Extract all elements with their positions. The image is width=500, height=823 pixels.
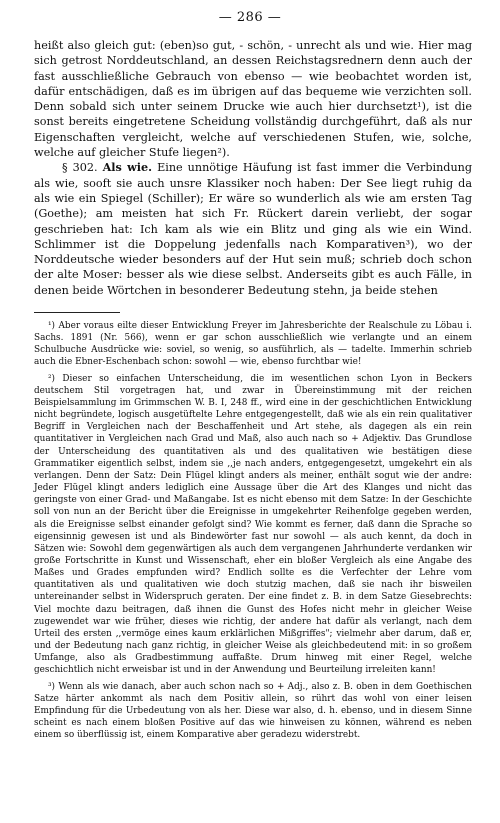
- page-number: — 286 —: [218, 10, 282, 25]
- section-heading: Als wie.: [102, 160, 153, 175]
- main-text: [34, 38, 472, 298]
- footnote-2: ²) Dieser so einfachen Unterscheidung, die im wesentlichen schon Lyon in Beckers deutschem Stil vorgetragen hat, und zwar in Übereinstimmung mit der reichen Beispielsammlung im Grimmschen W. B. I, 248 ff., wird eine in der geschichtlichen Entwicklung nicht begründete, logisch ausgetüftelte Lehre entgegengestellt, daß wie als ein rein qualitativer Begriff in Vergleichen nach der Beschaffenheit und Art stehe, als dagegen als ein rein quantitativer in Vergleichen nach Grad und Maß, also auch nach so + Adjektiv. Das Grundlose der Unterscheidung des quantitativen als und des qualitativen wie bestätigen diese Grammatiker eigentlich selbst, indem sie ,,je nach anders, entgegengesetzt, umgekehrt ein als verlangen. Denn der Satz: Dein Flügel klingt anders als meiner, enthält sogut wie der andre: Jeder Flügel klingt anders lediglich eine Aussage über die Art des Klanges und nicht das geringste von einer Grad- und Maßangabe. Ist es nicht ebenso mit dem Satze: In der Geschichte soll von nun an der Bericht über die Ereignisse in umgekehrter Reihenfolge gegeben werden, als die Ereignisse selbst einander gefolgt sind? Wie kommt es ferner, daß dann die Sprache so eigensinnig gewesen ist und als Bindewörter fast nur sowohl — als auch kennt, da doch in Sätzen wie: Sowohl dem gegenwärtigen als auch dem vergangenen Jahrhunderte verdanken wir große Fortschritte in Kunst und Wissenschaft, eher ein bloßer Vergleich als eine Angabe des Maßes und Grades empfunden wird? Endlich sollte es die Verfechter der Lehre vom quantitativen als und qualitativen wie doch stutzig machen, daß sie nach ihr bisweilen untereinander selbst in Widerspruch geraten. Der eine findet z. B. in dem Satze Giesebrechts: Viel mochte dazu beitragen, daß ihnen die Gunst des Hofes nicht mehr in gleicher Weise zugewendet war wie früher, dieses wie richtig, der andere hat dafür als verlangt, nach dem Urteil des ersten ,,vermöge eines kaum erklärlichen Mißgriffes"; vielmehr aber darum, daß er, und der Bedeutung nach ganz richtig, in gleicher Weise als gleichbedeutend mit: in so großem Umfange, also als Gradbestimmung auffaßte. Drum hinweg mit einer Regel, welche geschichtlich nicht erweisbar ist und in der Anwendung und Beurteilung irreleiten kann!: [34, 373, 472, 676]
- section-number: § 302.: [62, 161, 98, 175]
- paragraph-2-text: Eine unnötige Häufung ist fast immer die Verbindung als wie, sooft sie auch unsre Klassiker noch haben: Der See liegt ruhig da als wie ein Spiegel (Schiller); Er wäre so wunderlich als wie am ersten Tag (Goethe); am meisten hat sich Fr. Rückert darein verliebt, der sogar geschrieben hat: Ich kam als wie ein Blitz und ging als wie ein Wind. Schlimmer ist die Doppelung jedenfalls nach Komparativen³), wo der Norddeutsche wieder besonders auf der Hut sein muß; schrieb doch schon der alte Moser: besser als wie diese selbst. Anderseits gibt es auch Fälle, in denen beide Wörtchen in besonderer Bedeutung stehn, ja beide stehen: [34, 161, 473, 297]
- paragraph-1: heißt also gleich gut: (eben)so gut, - schön, - unrecht als und wie. Hier mag sich getrost Norddeutschland, an dessen Reichstagsrednern denn auch der fast ausschließliche Gebrauch von ebenso — wie beobachtet worden ist, dafür entschädigen, daß es im übrigen auf das bequeme wie verzichten soll. Denn sobald sich unter seinem Drucke wie auch hier durchsetzt¹), ist die sonst bereits eingetretene Scheidung vollständig durchgeführt, daß als nur Eigenschaften vergleicht, welche auf verschiedenen Stufen, wie, solche, welche auf gleicher Stufe liegen²).: [34, 39, 472, 160]
- footnote-3: ³) Wenn als wie danach, aber auch schon nach so + Adj., also z. B. oben in dem Goethischen Satze härter ankommt als nach dem Positiv allein, so rührt das wohl von einer leisen Empfindung für die Urbedeutung von als her. Diese war also, d. h. ebenso, und in diesem Sinne scheint es nach einem bloßen Positive auf das wie hinweisen zu können, während es neben einem so überflüssig ist, einem Komparative aber geradezu widerstrebt.: [34, 681, 472, 741]
- paragraph-section-302: [34, 160, 472, 298]
- footnote-1: ¹) Aber voraus eilte dieser Entwicklung Freyer im Jahresberichte der Realschule zu Löbau i. Sachs. 1891 (Nr. 566), wenn er gar schon ausschließlich wie verlangte und an einem Schulbuche Ausdrücke wie: soviel, so wenig, so ausführlich, als — tadelte. Immerhin schrieb auch die Ebner-Eschenbach schon: sowohl — wie, ebenso furchtbar wie!: [34, 321, 472, 368]
- footnotes: [34, 320, 472, 742]
- footnote-divider: [34, 312, 120, 313]
